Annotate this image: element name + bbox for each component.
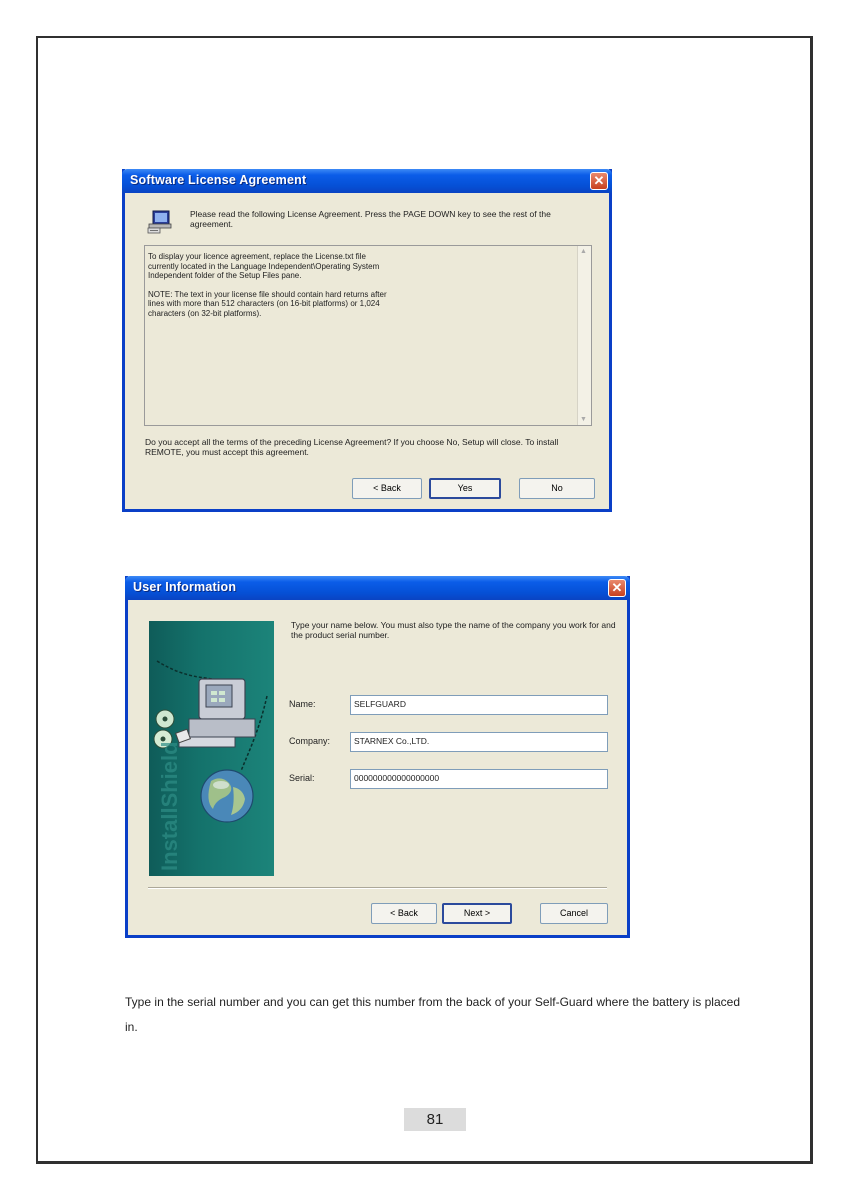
company-label: Company: [289,736,331,746]
license-instruction: Please read the following License Agreement. Press the PAGE DOWN key to see the rest of the agreement. [190,209,551,229]
instruction-paragraph: Type in the serial number and you can get this number from the back of your Self-Guard where the battery is placed in. [125,995,740,1034]
close-icon[interactable]: ✕ [590,172,608,190]
setup-computer-icon [147,209,173,235]
yes-button[interactable]: Yes [429,478,501,499]
page-number: 81 [404,1108,466,1131]
button-separator [148,887,607,889]
scroll-down-icon[interactable]: ▼ [580,416,587,423]
user-title-bar[interactable] [125,576,630,600]
name-label: Name: [289,699,316,709]
company-field[interactable]: STARNEX Co.,LTD. [350,732,608,752]
scroll-up-icon[interactable]: ▲ [580,248,587,255]
license-text [148,252,398,328]
user-information-dialog [125,576,630,938]
license-dialog [122,169,612,512]
license-paragraph: NOTE: The text in your license file should contain hard returns after lines with more than 512 characters (on 16-bit platforms) or 1,024 characters (on 32-bit platforms). [148,289,387,318]
user-instruction: Type your name below. You must also type the name of the company you work for and the product serial number. [291,620,616,640]
next-button[interactable]: Next > [442,903,512,924]
back-button[interactable]: < Back [352,478,422,499]
name-field[interactable]: SELFGUARD [350,695,608,715]
license-scrollbar[interactable] [577,246,591,425]
license-text-box[interactable] [144,245,592,426]
license-dialog-title: Software License Agreement [130,173,307,187]
side-art-label: InstallShield [157,741,182,871]
license-title-bar[interactable] [122,169,612,193]
user-dialog-title: User Information [133,580,237,594]
license-paragraph: To display your licence agreement, replace the License.txt file currently located in the Language Independent\Operating System Independent folder of the Setup Files pane. [148,252,380,281]
no-button[interactable]: No [519,478,595,499]
close-icon[interactable]: ✕ [608,579,626,597]
back-button[interactable]: < Back [371,903,437,924]
cancel-button[interactable]: Cancel [540,903,608,924]
serial-label: Serial: [289,773,315,783]
installshield-side-art [149,621,274,876]
serial-field[interactable]: 000000000000000000 [350,769,608,789]
license-question: Do you accept all the terms of the preceding License Agreement? If you choose No, Setup will close. To install REMOTE, you must accept this agreement. [145,437,559,457]
setup-illustration [149,621,274,876]
